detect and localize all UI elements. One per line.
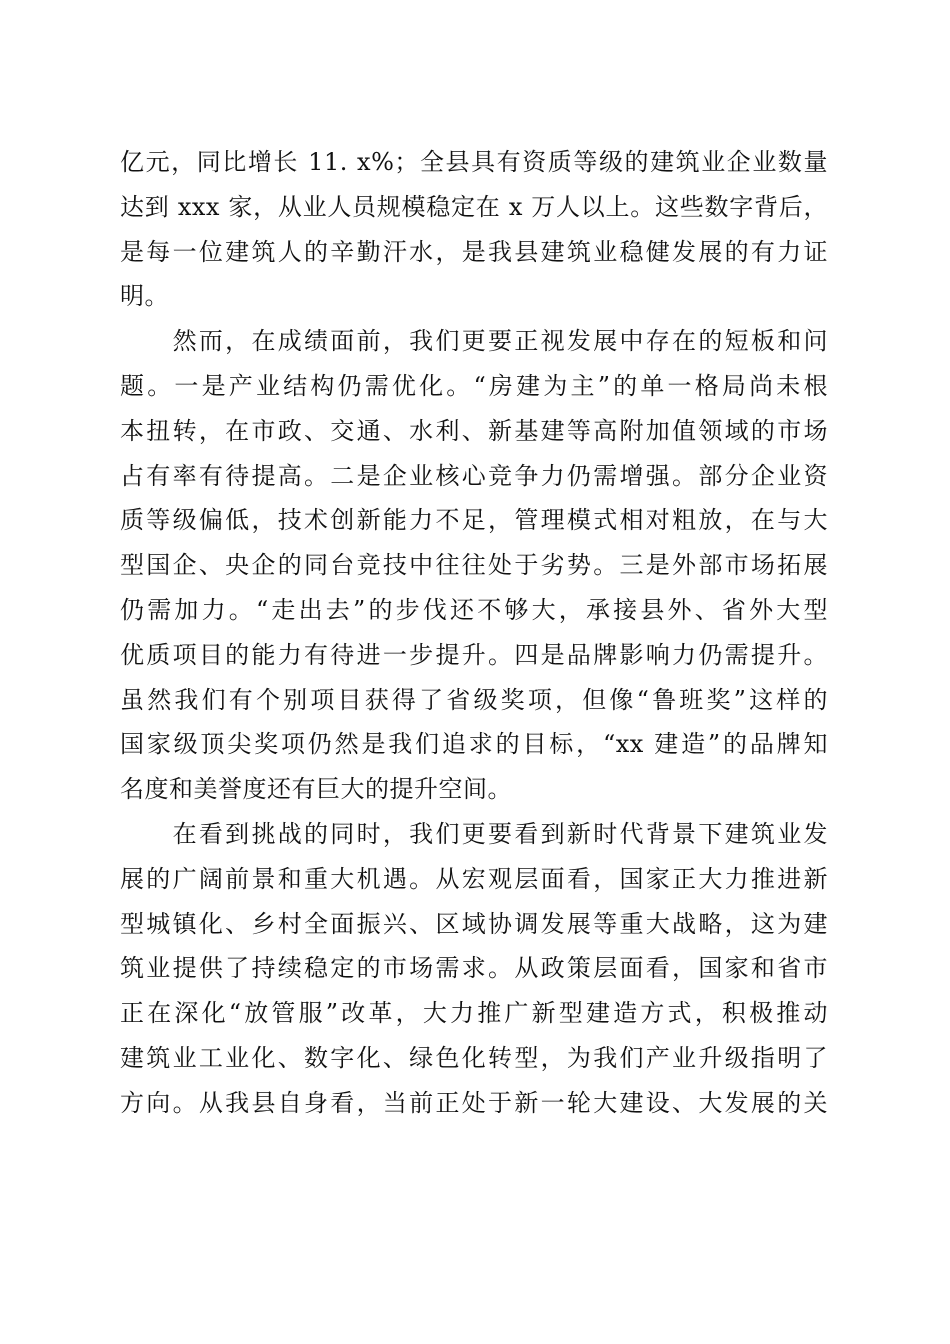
text-line: 达到 xxx 家，从业人员规模稳定在 x 万人以上。这些数字背后， — [120, 192, 828, 221]
text-line: 然而，在成绩面前，我们更要正视发展中存在的短板和问 — [120, 327, 828, 356]
text-line: 方向。从我县自身看，当前正处于新一轮大建设、大发展的关 — [120, 1088, 828, 1117]
text-line: 优质项目的能力有待进一步提升。四是品牌影响力仍需提升。 — [120, 640, 828, 669]
text-line: 建筑业工业化、数字化、绿色化转型，为我们产业升级指明了 — [120, 1043, 828, 1072]
text-line: 展的广阔前景和重大机遇。从宏观层面看，国家正大力推进新 — [120, 864, 828, 893]
text-line: 仍需加力。“走出去”的步伐还不够大，承接县外、省外大型 — [120, 595, 828, 624]
text-line: 型国企、央企的同台竞技中往往处于劣势。三是外部市场拓展 — [120, 551, 828, 580]
text-line: 题。一是产业结构仍需优化。“房建为主”的单一格局尚未根 — [120, 371, 828, 400]
text-line: 正在深化“放管服”改革，大力推广新型建造方式，积极推动 — [120, 999, 828, 1028]
body-text — [120, 140, 828, 1126]
text-line: 质等级偏低，技术创新能力不足，管理模式相对粗放，在与大 — [120, 506, 828, 535]
text-line: 本扭转，在市政、交通、水利、新基建等高附加值领域的市场 — [120, 416, 828, 445]
text-line: 虽然我们有个别项目获得了省级奖项，但像“鲁班奖”这样的 — [120, 685, 828, 714]
text-line: 亿元，同比增长 11. x%；全县具有资质等级的建筑业企业数量 — [120, 148, 828, 176]
text-line: 型城镇化、乡村全面振兴、区域协调发展等重大战略，这为建 — [120, 909, 828, 938]
text-line: 国家级顶尖奖项仍然是我们追求的目标，“xx 建造”的品牌知 — [120, 730, 828, 759]
text-line: 占有率有待提高。二是企业核心竞争力仍需增强。部分企业资 — [120, 461, 828, 490]
text-line: 在看到挑战的同时，我们更要看到新时代背景下建筑业发 — [120, 819, 828, 848]
text-line: 筑业提供了持续稳定的市场需求。从政策层面看，国家和省市 — [120, 954, 828, 983]
text-line: 是每一位建筑人的辛勤汗水，是我县建筑业稳健发展的有力证 — [120, 237, 828, 266]
text-line: 明。 — [120, 282, 169, 311]
text-line: 名度和美誉度还有巨大的提升空间。 — [120, 775, 512, 804]
